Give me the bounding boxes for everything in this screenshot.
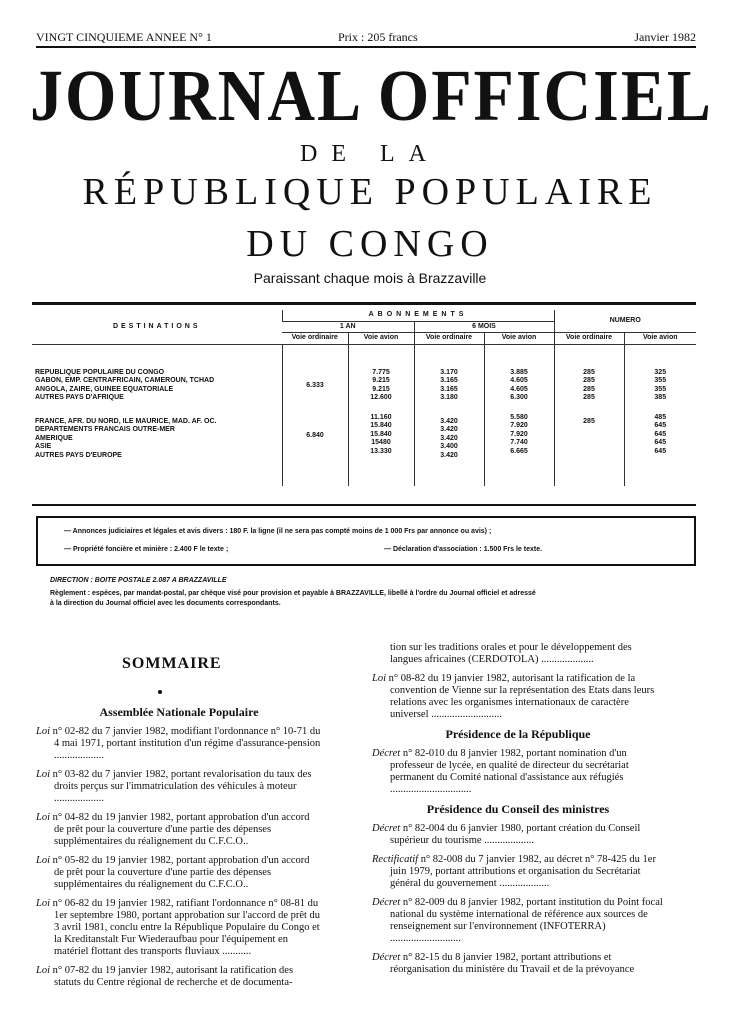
entry-text: n° 05-82 du 19 janvier 1982, portant approbation d'un accord de prêt pour la couverture d'une partie des dépenses supplémentaires du réalignement du C.F.C.O.. <box>50 855 310 890</box>
cell-numero-avion: 485 645 645 645 645 <box>624 404 696 487</box>
masthead-republique: RÉPUBLIQUE POPULAIRE <box>82 171 658 213</box>
list-item-continuation: tion sur les traditions orales et pour le développement des langues africaines (CERDOTOLA) .................... <box>390 642 632 665</box>
section-assemblee: Assemblée Nationale Populaire <box>99 705 259 719</box>
entry-kind: Décret <box>372 952 401 963</box>
notice-declaration: — Déclaration d'association : 1.500 Frs le texte. <box>384 546 543 553</box>
entry-text: n° 03-82 du 7 janvier 1982, portant revalorisation du taux des droits perçus sur l'immatriculation des véhicules à moteur ................... <box>50 769 312 804</box>
entry-kind: Loi <box>36 726 51 737</box>
entry-text: n° 82-009 du 8 janvier 1982, portant institution du Point focal national du système international de référence aux sources de renseignement sur l'environnement (INFOTERRA) ........................... <box>390 897 663 944</box>
list-item <box>372 952 664 976</box>
header-abonnements: ABONNEMENTS <box>282 310 554 321</box>
cell-mois-avion: 5.580 7.920 7.920 7.740 6.665 <box>484 404 554 487</box>
header-voie-ordinaire: Voie ordinaire <box>282 333 348 345</box>
direction-reglement: Règlement : espèces, par mandat-postal, par chèque visé pour provision et payable à BRAZZAVILLE, libellé à l'ordre du Journal officiel et adressé <box>50 590 536 597</box>
notice-annonces: — Annonces judiciaires et légales et avis divers : 180 F. la ligne (il ne sera pas compté moins de 1 000 Frs par annonce ou avis) ; <box>64 528 492 535</box>
entry-kind: Loi <box>36 898 51 909</box>
entry-kind: Loi <box>36 812 51 823</box>
direction-address: DIRECTION : BOITE POSTALE 2.087 A BRAZZAVILLE <box>50 577 227 584</box>
entry-text: n° 82-004 du 6 janvier 1980, portant création du Conseil supérieur du tourisme ................... <box>390 823 641 846</box>
list-item <box>36 898 322 958</box>
subscription-table <box>32 310 696 486</box>
cell-numero-ordinaire: 285 <box>554 404 624 487</box>
entry-kind: Rectificatif <box>372 854 419 865</box>
entry-kind: Loi <box>372 673 387 684</box>
top-rule <box>36 46 696 48</box>
cell-an-ordinaire: 6.333 <box>282 344 348 404</box>
entry-kind: Décret <box>372 748 401 759</box>
list-item <box>372 748 664 796</box>
header-voie-avion: Voie avion <box>484 333 554 345</box>
notice-box <box>36 516 696 566</box>
cell-mois-avion: 3.885 4.605 4.605 6.300 <box>484 344 554 404</box>
header-6-mois: 6 MOIS <box>414 321 554 333</box>
entry-text: n° 82-15 du 8 janvier 1982, portant attributions et réorganisation du ministère du Travail et de la prévoyance <box>390 952 635 975</box>
entry-text: n° 82-008 du 7 janvier 1982, au décret n° 78-425 du 1er juin 1979, portant attributions et organisation du Secrétariat général du gouvernement ................... <box>390 854 656 889</box>
entry-text: n° 02-82 du 7 janvier 1982, modifiant l'ordonnance n° 10-71 du 4 mai 1971, portant institution d'un régime d'assurance-pension ................... <box>50 726 321 761</box>
header-voie-ordinaire: Voie ordinaire <box>414 333 484 345</box>
entry-kind: Loi <box>36 769 51 780</box>
table-bottom-rule <box>32 504 696 506</box>
header-voie-ordinaire: Voie ordinaire <box>554 333 624 345</box>
cell-mois-ordinaire: 3.170 3.165 3.165 3.180 <box>414 344 484 404</box>
entry-text: n° 08-82 du 19 janvier 1982, autorisant la ratification de la convention de Vienne sur la représentation des Etats dans leurs relations avec les organismes internationaux de caractère universel ........................... <box>386 673 655 720</box>
header-voie-avion: Voie avion <box>348 333 414 345</box>
entry-kind: Décret <box>372 897 401 908</box>
table-row <box>32 344 696 404</box>
top-line <box>36 30 696 46</box>
section-presidence-republique: Présidence de la République <box>445 727 591 741</box>
list-item <box>36 855 322 891</box>
masthead-tagline: Paraissant chaque mois à Brazzaville <box>253 270 487 286</box>
direction-info <box>50 576 696 609</box>
sommaire-right-column <box>372 642 664 983</box>
entry-text: n° 82-010 du 8 janvier 1982, portant nomination d'un professeur de lycée, en qualité de directeur du secrétariat permanent du Comité national d'assistance aux réfugiés ............................... <box>390 748 629 795</box>
price: Prix : 205 francs <box>338 30 418 44</box>
destinations-group-1: REPUBLIQUE POPULAIRE DU CONGO GABON, EMP. CENTRAFRICAIN, CAMEROUN, TCHAD ANGOLA, ZAIRE, GUINEE EQUATORIALE AUTRES PAYS D'AFRIQUE <box>35 368 215 401</box>
issue-number: VINGT CINQUIEME ANNEE N° 1 <box>36 30 212 44</box>
entry-kind: Décret <box>372 823 401 834</box>
issue-date: Janvier 1982 <box>634 30 696 44</box>
table-row <box>32 404 696 487</box>
header-voie-avion: Voie avion <box>624 333 696 345</box>
cell-an-ordinaire: 6.840 <box>282 404 348 487</box>
bullet-dot <box>158 690 162 694</box>
list-item <box>36 812 322 848</box>
cell-mois-ordinaire: 3.420 3.420 3.420 3.400 3.420 <box>414 404 484 487</box>
destinations-group-2: FRANCE, AFR. DU NORD, ILE MAURICE, MAD. AF. OC. DEPARTEMENTS FRANCAIS OUTRE-MER AMERIQUE ASIE AUTRES PAYS D'EUROPE <box>35 417 217 459</box>
section-presidence-conseil: Présidence du Conseil des ministres <box>426 802 610 816</box>
header-1-an: 1 AN <box>282 321 414 333</box>
list-item <box>372 854 664 890</box>
sommaire-left-column <box>36 700 322 996</box>
header-destinations: DESTINATIONS <box>32 310 282 344</box>
list-item <box>36 726 322 762</box>
cell-an-avion: 7.775 9.215 9.215 12.600 <box>348 344 414 404</box>
list-item <box>36 769 322 805</box>
cell-an-avion: 11.160 15.840 15.840 15480 13.330 <box>348 404 414 487</box>
entry-kind: Loi <box>36 855 51 866</box>
masthead-de-la: DE LA <box>300 141 440 167</box>
masthead-title: JOURNAL OFFICIEL <box>30 56 713 137</box>
header-numero: NUMERO <box>554 310 696 333</box>
cell-numero-avion: 325 355 355 385 <box>624 344 696 404</box>
sommaire-title: SOMMAIRE <box>122 655 222 672</box>
list-item <box>372 823 664 847</box>
list-item <box>372 897 664 945</box>
entry-kind: Loi <box>36 965 51 976</box>
table-top-rule <box>32 302 696 305</box>
direction-reglement-cont: à la direction du Journal officiel avec les documents correspondants. <box>50 600 281 607</box>
masthead-congo: DU CONGO <box>246 223 494 265</box>
entry-text: n° 06-82 du 19 janvier 1982, ratifiant l'ordonnance n° 08-81 du 1er septembre 1980, portant approbation sur l'accord de prêt du 3 avril 1981, conclu entre la République Populaire du Congo et la Kreditanstalt Fur Wiederaufbau pour l'équipement en matériel flottant des transports fluviaux ........... <box>50 898 321 957</box>
list-item <box>36 965 322 989</box>
notice-propriete: — Propriété foncière et minière : 2.400 F le texte ; <box>64 546 229 553</box>
entry-text: n° 04-82 du 19 janvier 1982, portant approbation d'un accord de prêt pour la couverture d'une partie des dépenses supplémentaires du réalignement du C.F.C.O.. <box>50 812 310 847</box>
cell-numero-ordinaire: 285 285 285 285 <box>554 344 624 404</box>
list-item <box>372 673 664 721</box>
entry-text: n° 07-82 du 19 janvier 1982, autorisant la ratification des statuts du Centre régional de recherche et de documenta- <box>50 965 294 988</box>
